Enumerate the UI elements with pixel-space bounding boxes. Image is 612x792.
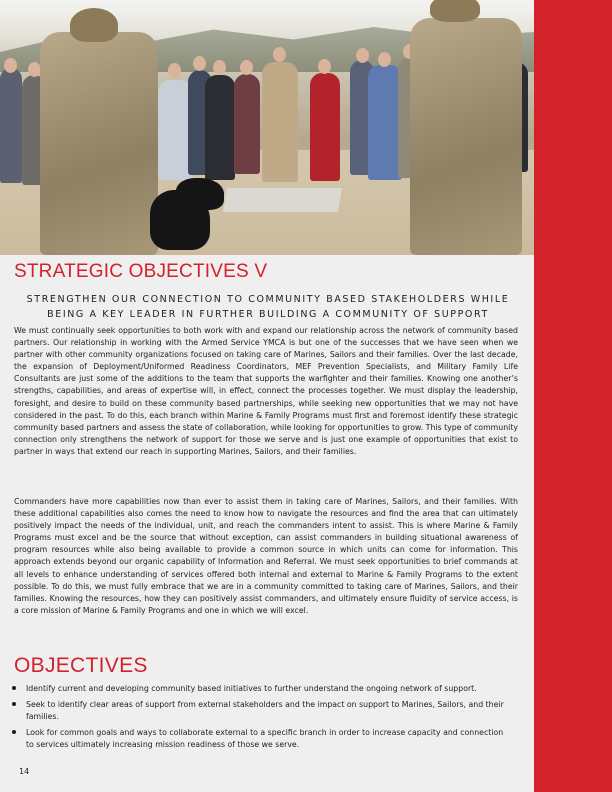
red-sidebar (534, 0, 612, 792)
bullet-icon (12, 686, 16, 690)
photo-person-head (240, 60, 253, 75)
photo-person (234, 74, 260, 174)
objective-text: Look for common goals and ways to collaborate external to a specific branch in order to increase capacity and connection to services ultimately increasing mission readiness of those we serve. (26, 728, 504, 749)
photo-person-head (168, 63, 181, 78)
photo-marine-helmet (430, 0, 480, 22)
photo-dog-head (176, 178, 224, 210)
objective-text: Seek to identify clear areas of support from external stakeholders and the impact on support to Marines, Sailors, and their families. (26, 700, 504, 721)
objective-item (10, 727, 510, 751)
photo-person-head (378, 52, 391, 67)
bullet-icon (12, 702, 16, 706)
section-title: STRATEGIC OBJECTIVES V (14, 261, 268, 282)
photo-marine (410, 18, 522, 255)
photo-marine-helmet (70, 8, 118, 42)
photo-person-head (273, 47, 286, 62)
objective-text: Identify current and developing community based initiatives to further understand the ongoing network of support. (26, 684, 477, 693)
photo-person (0, 68, 22, 183)
photo-person (158, 80, 192, 180)
page-number: 14 (19, 767, 30, 776)
photo-person-head (318, 59, 331, 74)
bullet-icon (12, 730, 16, 734)
photo-person-head (356, 48, 369, 63)
body-paragraph-2: Commanders have more capabilities now than ever to assist them in taking care of Marines, Sailors, and their families. With these additional capabilities also comes the need to know how to navigate the resources and find the area that can ultimately positively impact the needs of the individual, unit, and reach the commanders intent to assist. This is where Marine & Family Programs must excel and be the source that without exception, can assist commanders in building situational awareness of program resources while also being available to provide a common source in which units can come for information. This approach extends beyond our organic capability of Information and Referral. We must seek opportunities to brief commands at all levels to enhance understanding of services offered both internal and external to Marine & Family Programs to the extent possible. To do this, we must fully embrace that we are in a community committed to taking care of Marines, Sailors, and their families. Knowing the resources, how they can positively assist commanders, and ultimately ensure fluidity of service access, is a core mission of Marine & Family Programs and one in which we will excel. (14, 497, 518, 615)
photo-marine (40, 32, 158, 255)
body-paragraph-1: We must continually seek opportunities to both work with and expand our relationship across the network of community based partners. Our relationship in working with the Armed Service YMCA is but one of the successes that we have seen when we partner with other community organizations focused on taking care of Marines, Sailors and their families. Over the last decade, the expansion of Deployment/Uniformed Readiness Coordinators, MEF Prevention Specialists, and Military Family Life Consultants are just some of the additions to the team that supports the warfighter and their families. Knowing one another’s strengths, capabilities, and areas of expertise will, in effect, connect the processes together. We must display the leadership, foresight, and desire to build on these community based partnerships, while seeking new opportunities that we may not have considered in the past. To do this, each branch within Marine & Family Programs must first and foremost identify these strategic community based partners and assess the state of collaboration, while looking for opportunities to grow. This type of community connection only strengthens the network of support for those we serve and is just one example of opportunities that exist to partner in ways that extend our reach in supporting Marines, Sailors, and their families. (14, 326, 518, 456)
photo-person (368, 65, 402, 180)
photo-mat (223, 188, 342, 212)
photo-person-head (213, 60, 226, 75)
objectives-list (10, 683, 510, 755)
objective-item (10, 683, 510, 695)
photo-person (310, 73, 340, 181)
section-subtitle: STRENGTHEN OUR CONNECTION TO COMMUNITY BASED STAKEHOLDERS WHILE BEING A KEY LEADER IN FURTHER BUILDING A COMMUNITY OF SUPPORT (26, 294, 510, 320)
photo-person-head (193, 56, 206, 71)
objective-item (10, 699, 510, 723)
photo-person (262, 62, 298, 182)
photo-person-head (4, 58, 17, 73)
objectives-title: OBJECTIVES (14, 654, 148, 677)
header-photo (0, 0, 534, 255)
photo-person (205, 75, 235, 180)
